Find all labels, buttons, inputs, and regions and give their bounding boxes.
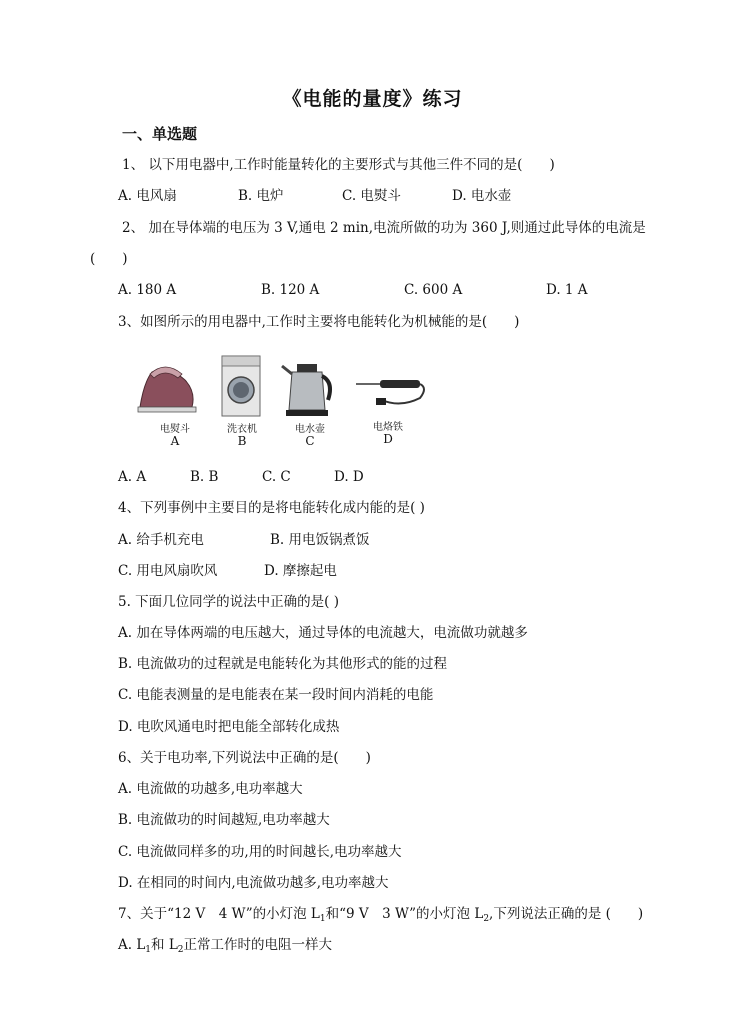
appliance-figure bbox=[130, 352, 430, 450]
question-4-option-d[interactable]: D. 摩擦起电 bbox=[264, 563, 337, 579]
figure-label-c: 电水壶 bbox=[295, 424, 325, 435]
figure-letter-d: D bbox=[383, 432, 393, 446]
question-7-subscript-2: 2 bbox=[483, 914, 490, 924]
question-3-stem: 3、如图所示的用电器中,工作时主要将电能转化为机械能的是( ) bbox=[118, 314, 520, 330]
figure-letter-b: B bbox=[237, 434, 247, 448]
figure-label-b: 洗衣机 bbox=[227, 424, 257, 435]
question-7-option-a-subscript-1: 1 bbox=[145, 945, 152, 955]
question-3-option-a[interactable]: A. A bbox=[118, 469, 147, 485]
question-7-stem-part-2: 和“9 V 3 W”的小灯泡 L bbox=[325, 906, 484, 922]
kettle-icon bbox=[282, 364, 330, 416]
question-3-option-c[interactable]: C. C bbox=[262, 469, 291, 485]
question-6-option-b[interactable]: B. 电流做功的时间越短,电功率越大 bbox=[118, 812, 330, 828]
question-7-stem-part-1: 7、关于“12 V 4 W”的小灯泡 L bbox=[118, 906, 320, 922]
soldering-iron-icon bbox=[356, 380, 424, 405]
washing-machine-icon bbox=[222, 356, 260, 416]
figure-label-a: 电熨斗 bbox=[160, 424, 190, 435]
question-5-option-b[interactable]: B. 电流做功的过程就是电能转化为其他形式的能的过程 bbox=[118, 656, 448, 672]
question-6-option-c[interactable]: C. 电流做同样多的功,用的时间越长,电功率越大 bbox=[118, 844, 402, 860]
section-title: 一、单选题 bbox=[122, 125, 198, 143]
question-7-subscript-1: 1 bbox=[319, 914, 326, 924]
question-2-option-c[interactable]: C. 600 A bbox=[404, 282, 463, 298]
question-5-option-a[interactable]: A. 加在导体两端的电压越大，通过导体的电流越大，电流做功就越多 bbox=[118, 625, 528, 641]
question-3-option-b[interactable]: B. B bbox=[190, 469, 219, 485]
question-4-option-b[interactable]: B. 用电饭锅煮饭 bbox=[270, 532, 370, 548]
question-5-option-d[interactable]: D. 电吹风通电时把电能全部转化成热 bbox=[118, 719, 340, 735]
question-3-option-d[interactable]: D. D bbox=[334, 469, 364, 485]
question-7-stem bbox=[118, 905, 643, 928]
figure-letter-c: C bbox=[305, 434, 315, 448]
question-1-option-d[interactable]: D. 电水壶 bbox=[452, 188, 512, 204]
question-7-option-a-part-3: 正常工作时的电阻一样大 bbox=[183, 937, 333, 953]
question-7-option-a-part-1: A. L bbox=[118, 937, 146, 953]
question-2-option-d[interactable]: D. 1 A bbox=[546, 282, 588, 298]
question-6-stem: 6、关于电功率,下列说法中正确的是( ) bbox=[118, 750, 371, 766]
question-7-stem-part-3: ,下列说法正确的是 ( ) bbox=[489, 906, 644, 922]
question-7-option-a-subscript-2: 2 bbox=[177, 945, 184, 955]
question-1-option-b[interactable]: B. 电炉 bbox=[238, 188, 284, 204]
question-4-stem: 4、下列事例中主要目的是将电能转化成内能的是( ) bbox=[118, 500, 425, 516]
question-1-option-c[interactable]: C. 电熨斗 bbox=[342, 188, 401, 204]
appliance-illustrations bbox=[130, 352, 430, 422]
question-2-option-b[interactable]: B. 120 A bbox=[261, 282, 320, 298]
question-4-option-c[interactable]: C. 用电风扇吹风 bbox=[118, 563, 218, 579]
question-2-stem-continued: ( ) bbox=[90, 251, 128, 267]
page-title: 《电能的量度》练习 bbox=[282, 88, 463, 110]
question-2-option-a[interactable]: A. 180 A bbox=[118, 282, 177, 298]
question-5-stem: 5. 下面几位同学的说法中正确的是( ) bbox=[118, 594, 339, 610]
question-4-option-a[interactable]: A. 给手机充电 bbox=[118, 532, 204, 548]
question-5-option-c[interactable]: C. 电能表测量的是电能表在某一段时间内消耗的电能 bbox=[118, 687, 434, 703]
question-2-stem: 2、 加在导体端的电压为 3 V,通电 2 min,电流所做的功为 360 J,则通过此导体的电流是 bbox=[122, 220, 646, 236]
question-7-option-a-part-2: 和 L bbox=[151, 937, 178, 953]
question-1-stem: 1、 以下用电器中,工作时能量转化的主要形式与其他三件不同的是( ) bbox=[122, 157, 555, 173]
question-6-option-d[interactable]: D. 在相同的时间内,电流做功越多,电功率越大 bbox=[118, 875, 389, 891]
figure-label-d: 电烙铁 bbox=[373, 422, 403, 433]
question-1-option-a[interactable]: A. 电风扇 bbox=[118, 188, 177, 204]
iron-icon bbox=[138, 367, 196, 412]
question-6-option-a[interactable]: A. 电流做的功越多,电功率越大 bbox=[118, 781, 303, 797]
question-7-option-a[interactable] bbox=[118, 936, 332, 959]
figure-letter-a: A bbox=[170, 434, 180, 448]
